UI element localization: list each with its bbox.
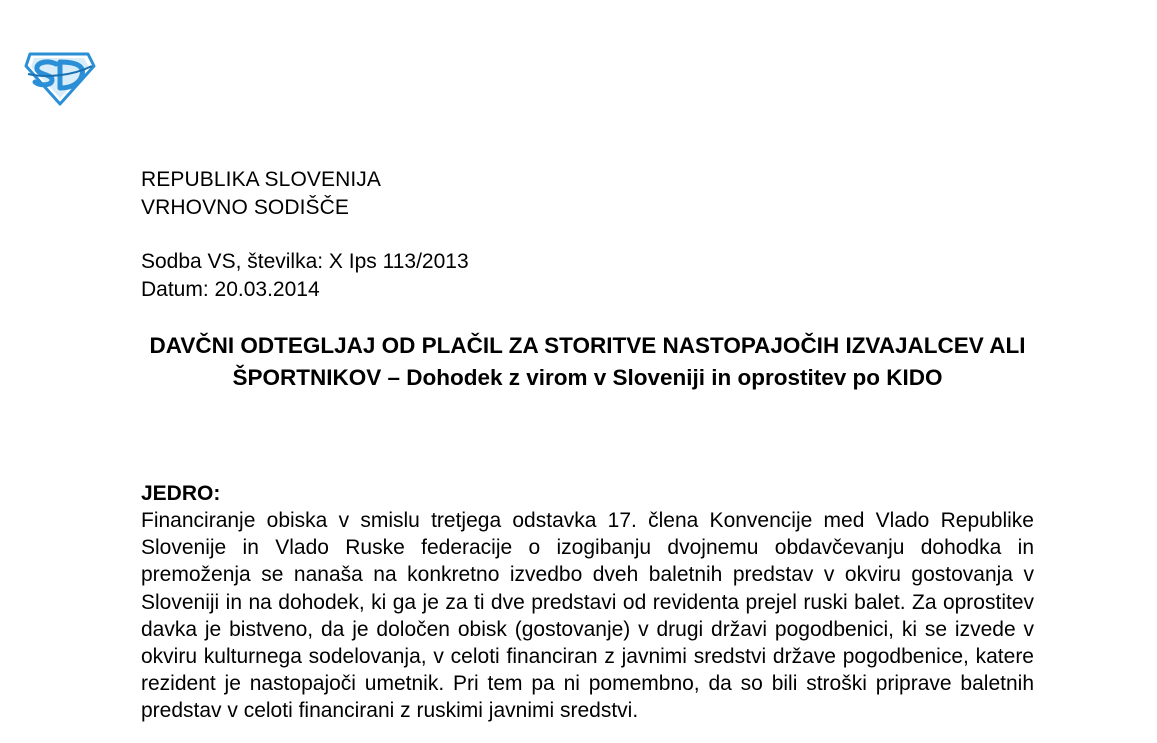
sd-logo	[22, 48, 96, 106]
judgment-date: Datum: 20.03.2014	[141, 278, 320, 301]
core-paragraph: Financiranje obiska v smislu tretjega odstavka 17. člena Konvencije med Vlado Republike Slovenije in Vlado Ruske federacije o izogibanju dvojnemu obdavčevanju dohodka in premoženja se nanaša na konkretno izvedbo dveh baletnih predstav v okviru gostovanja v Sloveniji in na dohodek, ki ga je za ti dve predstavi od revidenta prejel ruski balet. Za oprostitev davka je bistveno, da je določen obisk (gostovanje) v drugi državi pogodbenici, ki se izvede v okviru kulturnega sodelovanja, v celoti financiran z javnimi sredstvi države pogodbenice, katere rezident je nastopajoči umetnik. Pri tem pa ni pomembno, da so bili stroški priprave baletnih predstav v celoti financirani z ruskimi javnimi sredstvi.	[141, 509, 1034, 723]
court-header	[141, 166, 381, 222]
court-name: VRHOVNO SODIŠČE	[141, 196, 350, 219]
case-info	[141, 248, 469, 304]
judgment-number: Sodba VS, številka: X Ips 113/2013	[141, 250, 469, 273]
core-heading: JEDRO:	[141, 482, 221, 505]
document-title: DAVČNI ODTEGLJAJ OD PLAČIL ZA STORITVE NASTOPAJOČIH IZVAJALCEV ALI ŠPORTNIKOV – Dohodek z virom v Sloveniji in oprostitev po KIDO	[149, 333, 1026, 390]
country-name: REPUBLIKA SLOVENIJA	[141, 168, 381, 191]
